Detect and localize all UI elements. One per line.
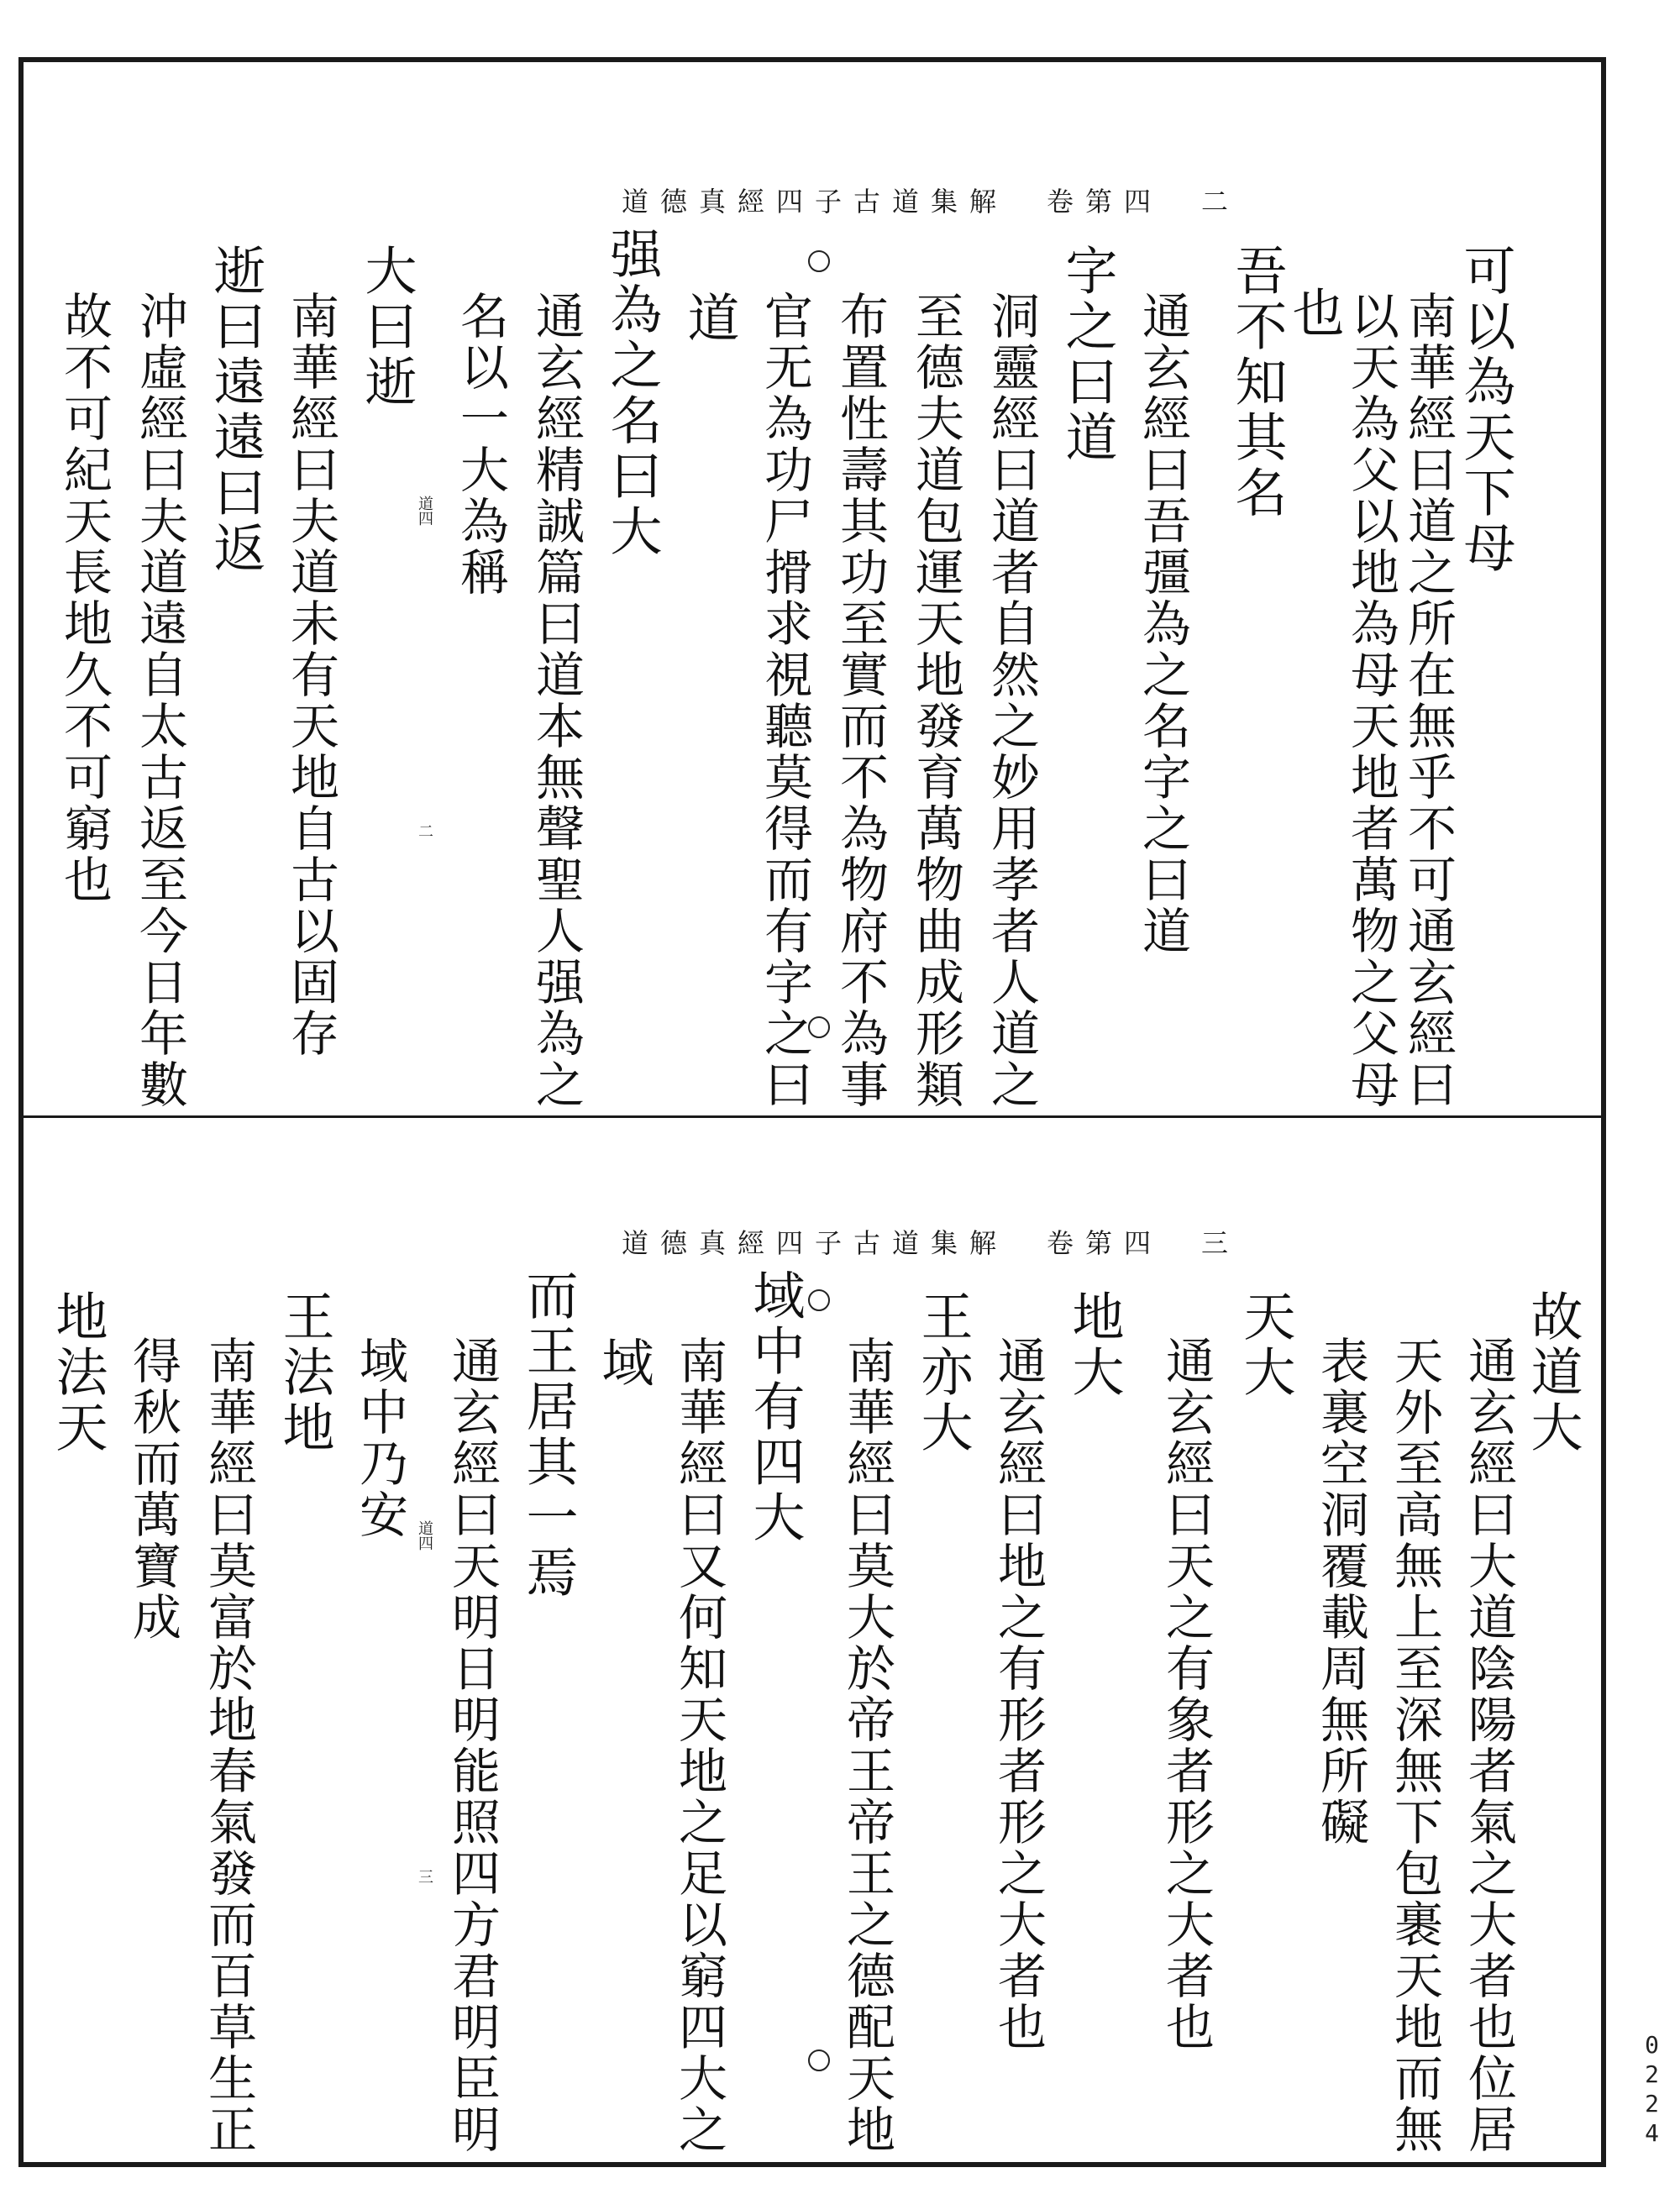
upper-column-14: 通玄經精誠篇曰道本無聲聖人强為之: [528, 291, 585, 1110]
upper-fold-label: 道四: [416, 496, 433, 526]
lower-punctuation-circle-bottom: [808, 2049, 830, 2071]
upper-column-10: 布置性壽其功至實而不為物府不為事: [832, 291, 889, 1110]
upper-column-9: 至德夫道包運天地發育萬物曲成形類: [907, 291, 964, 1110]
lower-column-11: 域中有四大: [744, 1268, 806, 1546]
upper-punctuation-circle-bottom: [808, 1016, 830, 1038]
lower-column-9: 王亦大: [912, 1289, 974, 1456]
lower-column-20: 地法天: [47, 1289, 108, 1456]
lower-column-5: 天大: [1235, 1289, 1296, 1400]
lower-column-3: 天外至高無上至深無下包裹天地而無: [1386, 1336, 1443, 2155]
lower-column-1: 故道大: [1522, 1289, 1583, 1456]
lower-column-15: 通玄經曰天明日明能照四方君明臣明: [444, 1336, 501, 2155]
upper-column-17: 南華經曰夫道未有天地自古以固存: [282, 291, 339, 1059]
lower-punctuation-circle-top: [808, 1289, 830, 1311]
upper-column-13: 强為之名曰大: [601, 227, 663, 559]
upper-column-2: 南華經曰道之所在無乎不可通玄經曰: [1399, 291, 1457, 1110]
lower-column-16: 域中乃安: [351, 1336, 408, 1540]
upper-column-20: 故不可紀天長地久不可窮也: [55, 291, 113, 905]
lower-column-18: 南華經曰莫富於地春氣發而百草生正: [200, 1336, 257, 2155]
upper-column-1: 可以為天下母: [1455, 244, 1516, 576]
upper-column-4: 也: [1284, 286, 1345, 341]
upper-punctuation-circle-top: [808, 250, 830, 272]
upper-column-15: 名以一大為稱: [452, 291, 509, 598]
upper-column-6: 通玄經曰吾彊為之名字之曰道: [1134, 291, 1191, 957]
upper-column-18: 逝曰遠遠曰返: [205, 244, 266, 576]
lower-leaf-number: 三: [416, 1869, 433, 1884]
upper-column-7: 字之曰道: [1057, 244, 1118, 465]
lower-column-10: 南華經曰莫大於帝王帝王之德配天地: [838, 1336, 895, 2155]
lower-column-13: 域: [593, 1336, 654, 1391]
upper-column-12: 道: [679, 291, 740, 346]
upper-column-11: 官无為功尸搰求視聽莫得而有字之曰: [756, 291, 813, 1110]
upper-running-header: 道德真經四子古道集解 卷第四 二: [622, 186, 1241, 218]
lower-column-17: 王法地: [274, 1289, 335, 1456]
lower-column-4: 表裏空洞覆載周無所礙: [1312, 1336, 1369, 1848]
upper-column-8: 洞靈經曰道者自然之妙用孝者人道之: [983, 291, 1040, 1110]
upper-column-16: 大曰逝: [356, 244, 417, 410]
scan-page-number: 0224: [1638, 2031, 1666, 2149]
lower-column-8: 通玄經曰地之有形者形之大者也: [990, 1336, 1047, 2053]
lower-running-header: 道德真經四子古道集解 卷第四 三: [622, 1227, 1241, 1259]
upper-column-19: 沖虛經曰夫道遠自太古返至今日年數: [131, 291, 188, 1110]
upper-column-5: 吾不知其名: [1226, 244, 1288, 521]
lower-fold-label: 道四: [416, 1520, 433, 1551]
lower-column-19: 得秋而萬寶成: [124, 1336, 181, 1643]
page-divider: [24, 1115, 1601, 1118]
lower-column-2: 通玄經曰大道陰陽者氣之大者也位居: [1460, 1336, 1517, 2155]
lower-column-7: 地大: [1063, 1289, 1125, 1400]
lower-column-6: 通玄經曰天之有象者形之大者也: [1158, 1336, 1215, 2053]
lower-column-12: 南華經曰又何知天地之足以窮四大之: [670, 1336, 727, 2155]
upper-column-3: 以天為父以地為母天地者萬物之父母: [1342, 291, 1399, 1110]
upper-leaf-number: 二: [416, 823, 433, 838]
lower-column-14: 而王居其一焉: [517, 1268, 579, 1601]
